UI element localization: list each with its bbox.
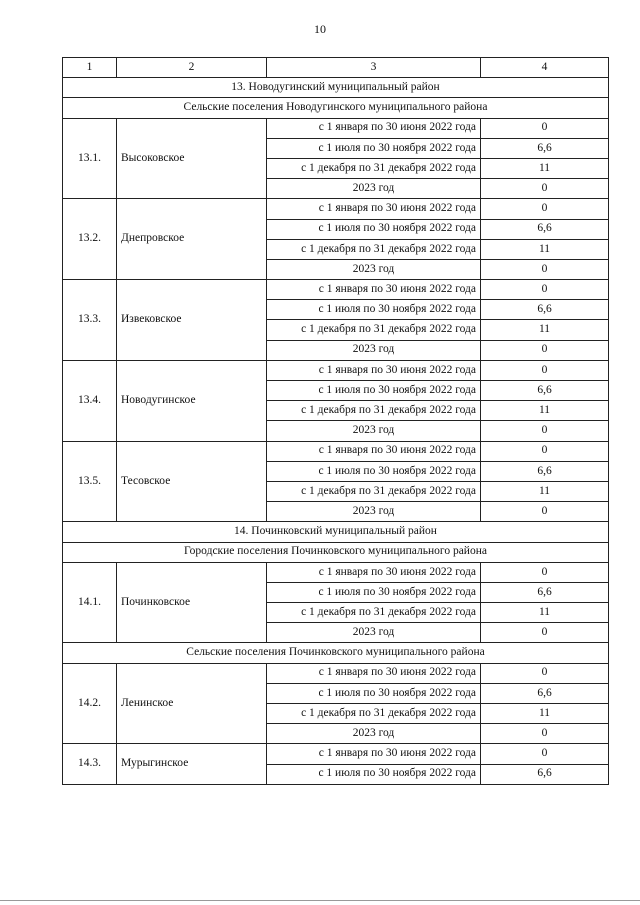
settlement-name: Новодугинское	[117, 360, 267, 441]
period-cell: с 1 января по 30 июня 2022 года	[267, 118, 481, 138]
section-heading: Сельские поселения Починковского муниципального района	[63, 643, 609, 663]
value-cell: 0	[481, 562, 609, 582]
period-cell: 2023 год	[267, 259, 481, 279]
value-cell: 0	[481, 502, 609, 522]
header-row	[63, 58, 609, 78]
settlement-number: 13.4.	[63, 360, 117, 441]
table-row	[63, 744, 609, 764]
period-cell: с 1 января по 30 июня 2022 года	[267, 744, 481, 764]
value-cell: 11	[481, 481, 609, 501]
period-cell: с 1 июля по 30 ноября 2022 года	[267, 582, 481, 602]
section-row	[63, 522, 609, 542]
header-col-3: 3	[267, 58, 481, 78]
header-col-4: 4	[481, 58, 609, 78]
value-cell: 0	[481, 421, 609, 441]
value-cell: 6,6	[481, 683, 609, 703]
value-cell: 0	[481, 179, 609, 199]
value-cell: 0	[481, 199, 609, 219]
period-cell: с 1 июля по 30 ноября 2022 года	[267, 219, 481, 239]
period-cell: с 1 июля по 30 ноября 2022 года	[267, 300, 481, 320]
settlement-name: Днепровское	[117, 199, 267, 280]
value-cell: 6,6	[481, 219, 609, 239]
table-row	[63, 663, 609, 683]
value-cell: 0	[481, 663, 609, 683]
period-cell: с 1 июля по 30 ноября 2022 года	[267, 764, 481, 784]
value-cell: 6,6	[481, 461, 609, 481]
period-cell: с 1 декабря по 31 декабря 2022 года	[267, 158, 481, 178]
period-cell: 2023 год	[267, 340, 481, 360]
table-row	[63, 118, 609, 138]
settlement-name: Тесовское	[117, 441, 267, 522]
period-cell: с 1 июля по 30 ноября 2022 года	[267, 461, 481, 481]
section-row	[63, 78, 609, 98]
value-cell: 11	[481, 158, 609, 178]
settlement-number: 14.1.	[63, 562, 117, 643]
period-cell: с 1 июля по 30 ноября 2022 года	[267, 381, 481, 401]
value-cell: 6,6	[481, 764, 609, 784]
period-cell: с 1 декабря по 31 декабря 2022 года	[267, 401, 481, 421]
table-row	[63, 199, 609, 219]
rates-table	[62, 57, 609, 785]
settlement-number: 13.1.	[63, 118, 117, 199]
value-cell: 0	[481, 724, 609, 744]
period-cell: с 1 июля по 30 ноября 2022 года	[267, 138, 481, 158]
settlement-number: 13.2.	[63, 199, 117, 280]
period-cell: 2023 год	[267, 421, 481, 441]
settlement-name: Извековское	[117, 280, 267, 361]
value-cell: 6,6	[481, 300, 609, 320]
header-col-1: 1	[63, 58, 117, 78]
period-cell: с 1 января по 30 июня 2022 года	[267, 360, 481, 380]
value-cell: 0	[481, 259, 609, 279]
period-cell: с 1 декабря по 31 декабря 2022 года	[267, 320, 481, 340]
period-cell: с 1 декабря по 31 декабря 2022 года	[267, 704, 481, 724]
period-cell: с 1 декабря по 31 декабря 2022 года	[267, 603, 481, 623]
period-cell: с 1 января по 30 июня 2022 года	[267, 280, 481, 300]
settlement-name: Починковское	[117, 562, 267, 643]
settlement-number: 13.5.	[63, 441, 117, 522]
value-cell: 6,6	[481, 381, 609, 401]
period-cell: с 1 января по 30 июня 2022 года	[267, 663, 481, 683]
settlement-number: 14.3.	[63, 744, 117, 784]
section-row	[63, 98, 609, 118]
value-cell: 11	[481, 320, 609, 340]
period-cell: с 1 декабря по 31 декабря 2022 года	[267, 481, 481, 501]
period-cell: 2023 год	[267, 623, 481, 643]
period-cell: 2023 год	[267, 724, 481, 744]
period-cell: с 1 июля по 30 ноября 2022 года	[267, 683, 481, 703]
section-heading: 13. Новодугинский муниципальный район	[63, 78, 609, 98]
section-row	[63, 542, 609, 562]
settlement-name: Ленинское	[117, 663, 267, 744]
section-heading: 14. Починковский муниципальный район	[63, 522, 609, 542]
period-cell: 2023 год	[267, 179, 481, 199]
value-cell: 0	[481, 118, 609, 138]
period-cell: с 1 января по 30 июня 2022 года	[267, 199, 481, 219]
period-cell: с 1 января по 30 июня 2022 года	[267, 562, 481, 582]
section-heading: Сельские поселения Новодугинского муниципального района	[63, 98, 609, 118]
value-cell: 0	[481, 441, 609, 461]
value-cell: 0	[481, 623, 609, 643]
scan-edge-line	[0, 900, 640, 901]
value-cell: 11	[481, 704, 609, 724]
value-cell: 0	[481, 280, 609, 300]
table-row	[63, 441, 609, 461]
page-number: 10	[314, 22, 326, 36]
period-cell: с 1 января по 30 июня 2022 года	[267, 441, 481, 461]
value-cell: 11	[481, 603, 609, 623]
table-row	[63, 562, 609, 582]
value-cell: 0	[481, 744, 609, 764]
settlement-number: 14.2.	[63, 663, 117, 744]
settlement-number: 13.3.	[63, 280, 117, 361]
value-cell: 0	[481, 360, 609, 380]
table-row	[63, 280, 609, 300]
section-heading: Городские поселения Починковского муниципального района	[63, 542, 609, 562]
value-cell: 0	[481, 340, 609, 360]
value-cell: 6,6	[481, 138, 609, 158]
table-row	[63, 360, 609, 380]
value-cell: 6,6	[481, 582, 609, 602]
header-col-2: 2	[117, 58, 267, 78]
settlement-name: Высоковское	[117, 118, 267, 199]
period-cell: 2023 год	[267, 502, 481, 522]
value-cell: 11	[481, 401, 609, 421]
section-row	[63, 643, 609, 663]
settlement-name: Мурыгинское	[117, 744, 267, 784]
value-cell: 11	[481, 239, 609, 259]
period-cell: с 1 декабря по 31 декабря 2022 года	[267, 239, 481, 259]
